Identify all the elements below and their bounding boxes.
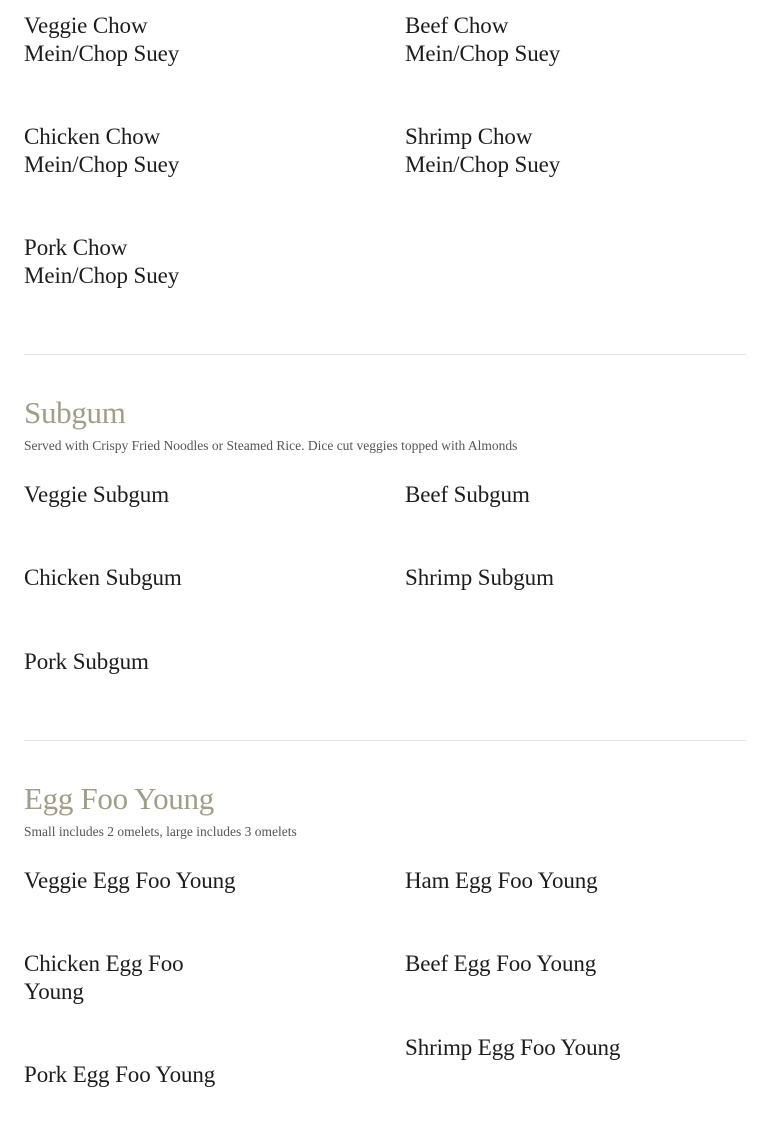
menu-item-beef-egg-foo-young[interactable]: Beef Egg Foo Young [405,951,597,976]
menu-item-chicken-chow-mein[interactable]: Chicken Chow Mein/Chop Suey [24,124,180,177]
section-title-egg-foo-young: Egg Foo Young [24,781,214,816]
menu-item-veggie-chow-mein[interactable]: Veggie Chow Mein/Chop Suey [24,13,180,66]
section-divider [24,354,746,355]
menu-item-veggie-egg-foo-young[interactable]: Veggie Egg Foo Young [24,868,236,893]
menu-item-pork-subgum[interactable]: Pork Subgum [24,649,149,674]
menu-item-shrimp-subgum[interactable]: Shrimp Subgum [405,565,554,590]
section-description-egg-foo-young: Small includes 2 omelets, large includes 3 omelets [24,824,297,839]
menu-item-veggie-subgum[interactable]: Veggie Subgum [24,482,169,507]
menu-item-ham-egg-foo-young[interactable]: Ham Egg Foo Young [405,868,598,893]
menu-item-pork-egg-foo-young[interactable]: Pork Egg Foo Young [24,1062,216,1087]
menu-item-chicken-egg-foo-young[interactable]: Chicken Egg Foo Young [24,951,184,1004]
menu-item-beef-chow-mein[interactable]: Beef Chow Mein/Chop Suey [405,13,561,66]
menu-item-shrimp-egg-foo-young[interactable]: Shrimp Egg Foo Young [405,1035,621,1060]
menu-item-beef-subgum[interactable]: Beef Subgum [405,482,530,507]
menu-item-shrimp-chow-mein[interactable]: Shrimp Chow Mein/Chop Suey [405,124,561,177]
section-divider [24,740,746,741]
section-title-subgum: Subgum [24,395,126,430]
menu-item-pork-chow-mein[interactable]: Pork Chow Mein/Chop Suey [24,235,180,288]
menu-item-chicken-subgum[interactable]: Chicken Subgum [24,565,182,590]
section-description-subgum: Served with Crispy Fried Noodles or Steamed Rice. Dice cut veggies topped with Almonds [24,438,518,453]
